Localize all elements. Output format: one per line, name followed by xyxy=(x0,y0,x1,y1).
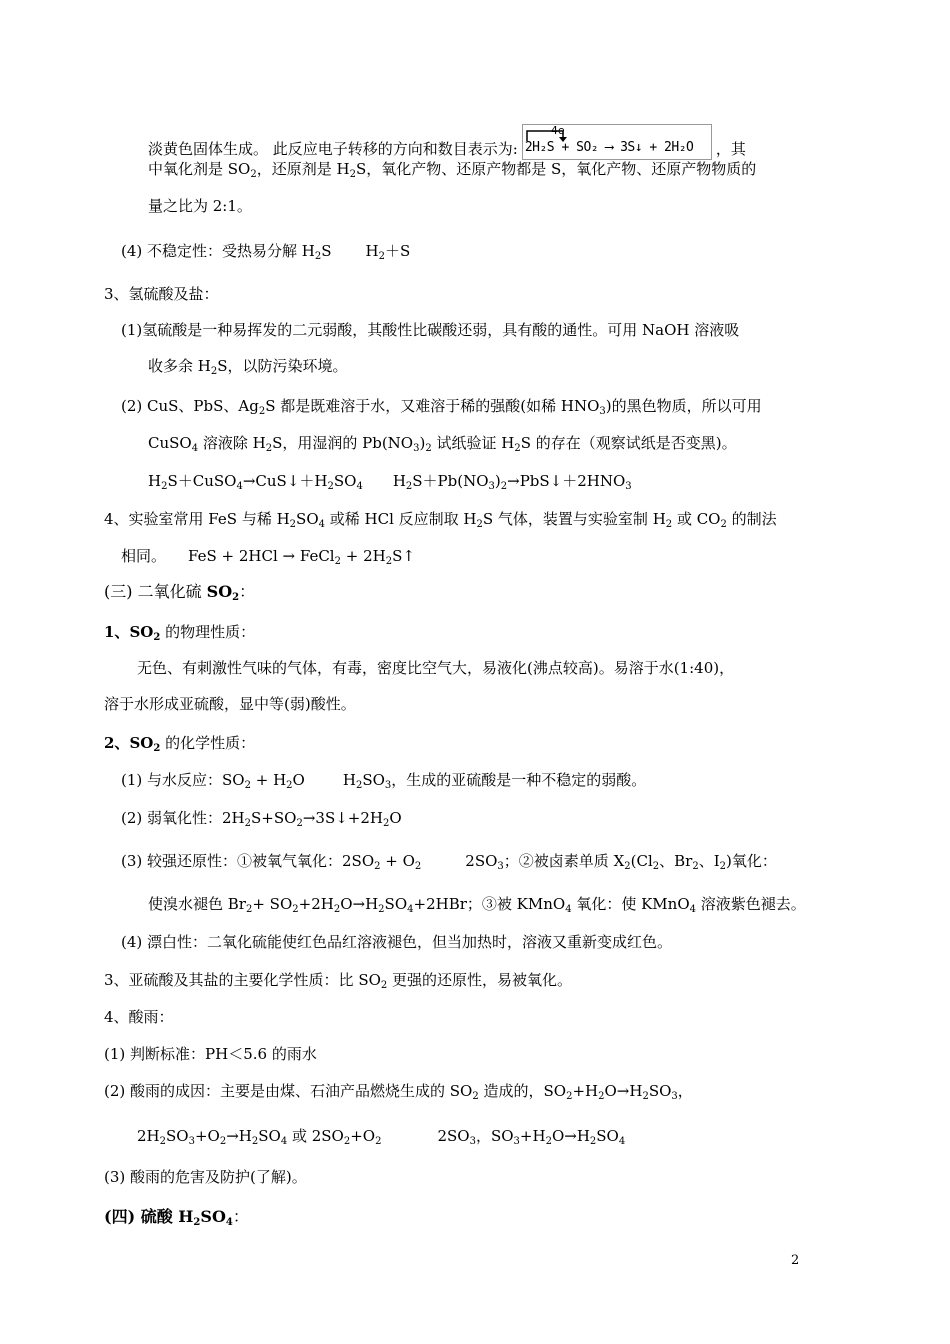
line-acid-rain-criterion: (1) 判断标准：PH＜5.6 的雨水 xyxy=(104,1045,317,1063)
line-instability: (4) 不稳定性：受热易分解 $H_2S$ $H_2+S$ xyxy=(121,242,411,262)
line-hydrosulfuric-1: (1)氢硫酸是一种易挥发的二元弱酸，其酸性比碳酸还弱，具有酸的通性。可用 NaOH 溶液吸 xyxy=(121,321,740,339)
line-hydrosulfuric-1b: 收多余 $H_2S$，以防污染环境。 xyxy=(148,357,348,377)
line-lab-prep: 4、实验室常用 FeS 与稀 $H_2SO_4$ 或稀 HCl 反应制取 $H_2S$ 气体，装置与实验室制 $H_2$ 或 $CO_2$ 的制法 xyxy=(104,510,777,530)
line-sulfide-equations: $H_2S+CuSO_4\to CuS↓+H_2SO_4$ $H_2S+Pb(NO_3)_2\to PbS↓+2HNO_3$ xyxy=(148,472,632,492)
electron-count: 4e xyxy=(550,124,565,137)
line-acid-rain-harm: (3) 酸雨的危害及防护(了解)。 xyxy=(104,1168,307,1186)
line-so2-water: (1) 与水反应：$SO_2 + H_2O$ $H_2SO_3$，生成的亚硫酸是一种不稳定的弱酸。 xyxy=(121,771,647,791)
line-so2-reducing-b: 使溴水褪色 $Br_2+ SO_2+2H_2O\to H_2SO_4+2HBr$；③被 KMnO$_4$ 氧化：使 KMnO$_4$ 溶液紫色褪去。 xyxy=(148,895,806,915)
section-title-h2so4: (四) 硫酸 $H_2SO_4$： xyxy=(104,1207,249,1228)
line-reaction-intro xyxy=(148,124,746,160)
text-segment: 淡黄色固体生成。 此反应电子转移的方向和数目表示为: xyxy=(148,140,518,158)
text-segment: ，其 xyxy=(715,140,746,158)
line-lab-prep-b: 相同。 FeS + 2HCl → FeCl$_2$ + $2H_2S↑$ xyxy=(121,547,415,567)
line-ratio: 量之比为 2:1。 xyxy=(148,197,252,215)
line-so2-bleaching: (4) 漂白性：二氧化硫能使红色品红溶液褪色，但当加热时，溶液又重新变成红色。 xyxy=(121,933,673,951)
line-sulfurous-acid: 3、亚硫酸及其盐的主要化学性质：比 $SO_2$ 更强的还原性，易被氧化。 xyxy=(104,971,573,991)
line-so2-oxidizing: (2) 弱氧化性：$2H_2S+SO_2\to 3S↓+2H_2O$ xyxy=(121,809,402,829)
electron-transfer-diagram xyxy=(522,124,712,160)
heading-so2-physical: 1、$SO_2$ 的物理性质： xyxy=(104,623,256,643)
page-number: 2 xyxy=(791,1253,800,1268)
line-so2-physical-b: 溶于水形成亚硫酸，显中等(弱)酸性。 xyxy=(104,695,356,713)
line-acid-rain-cause: (2) 酸雨的成因：主要是由煤、石油产品燃烧生成的 $SO_2$ 造成的，$SO_2+H_2O\to H_2SO_3$， xyxy=(104,1082,693,1102)
section-heading-hydrosulfuric: 3、氢硫酸及盐： xyxy=(104,285,219,303)
line-sulfides-b: CuSO$_4$ 溶液除 $H_2S$，用湿润的 $Pb(NO_3)_2$ 试纸验证 $H_2S$ 的存在（观察试纸是否变黑)。 xyxy=(148,434,737,454)
redox-equation: 2H₂S + SO₂ ⟶ 3S↓ + 2H₂O xyxy=(524,140,694,155)
line-so2-physical: 无色、有刺激性气味的气体，有毒，密度比空气大，易液化(沸点较高)。易溶于水(1:40)， xyxy=(137,659,735,677)
heading-acid-rain: 4、酸雨： xyxy=(104,1008,174,1026)
line-sulfides: (2) CuS、PbS、$Ag_2S$ 都是既难溶于水，又难溶于稀的强酸(如稀 $HNO_3$)的黑色物质，所以可用 xyxy=(121,397,762,417)
line-so2-reducing: (3) 较强还原性：①被氧气氧化：$2SO_2 + O_2$ $2SO_3$；②被卤素单质 $X_2(Cl_2$、$Br_2$、$I_2$)氧化： xyxy=(121,852,777,872)
heading-so2-chemical: 2、$SO_2$ 的化学性质： xyxy=(104,734,256,754)
section-title-so2: (三) 二氧化硫 $SO_2$： xyxy=(104,582,256,603)
line-oxidant-reductant: 中氧化剂是 $SO_2$，还原剂是 $H_2S$，氧化产物、还原产物都是 S，氧化产物、还原产物物质的 xyxy=(148,160,757,180)
line-acid-rain-equations: $2H_2SO_3+O_2\to H_2SO_4$ 或 $2SO_2+O_2$ $2SO_3$，$SO_3+H_2O\to H_2SO_4$ xyxy=(137,1127,626,1147)
